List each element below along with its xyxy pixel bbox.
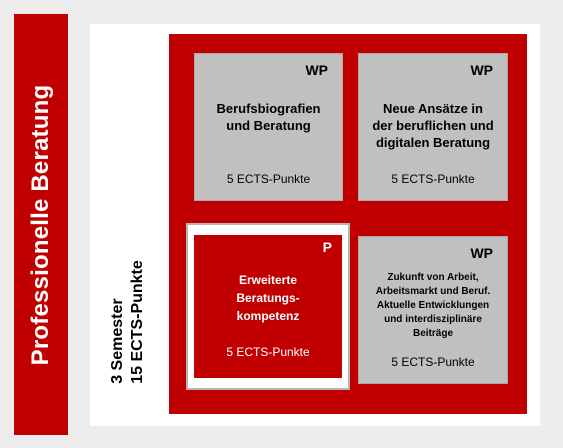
side-title: Professionelle Beratung: [27, 84, 54, 365]
module-title-line: digitalen Beratung: [375, 135, 491, 150]
side-title-bar: [14, 14, 68, 435]
module-type-tag: P: [322, 239, 332, 255]
semester-info: [108, 260, 148, 384]
semester-count: 3 Semester: [109, 298, 126, 384]
module-card-erweiterte-beratungskompetenz: [186, 223, 350, 390]
module-type-tag: WP: [305, 62, 328, 78]
module-title-line: Aktuelle Entwicklungen: [376, 300, 490, 311]
module-title-line: und interdisziplinäre: [384, 314, 482, 325]
module-title-line: Beratungs-: [236, 291, 300, 305]
module-card-inner: [194, 235, 342, 378]
module-title-line: kompetenz: [236, 309, 300, 323]
module-ects-points: 5 ECTS-Punkte: [226, 172, 311, 186]
module-title-line: der beruflichen und: [372, 118, 494, 133]
semester-ects: 15 ECTS-Punkte: [129, 260, 146, 384]
module-title-line: und Beratung: [226, 118, 311, 133]
module-title: [359, 271, 507, 341]
module-title: [359, 100, 507, 151]
module-ects-points: 5 ECTS-Punkte: [391, 355, 475, 369]
module-card-berufsbiografien: [194, 53, 343, 201]
module-title-line: Beiträge: [412, 328, 453, 339]
module-card-zukunft-von-arbeit: [358, 236, 508, 384]
module-title-line: Zukunft von Arbeit,: [387, 272, 479, 283]
module-type-tag: WP: [470, 245, 493, 261]
module-ects-points: 5 ECTS-Punkte: [391, 172, 475, 186]
module-title-line: Arbeitsmarkt und Beruf.: [375, 286, 491, 297]
module-title-line: Erweiterte: [238, 273, 298, 287]
module-type-tag: WP: [470, 62, 493, 78]
module-title: [194, 271, 342, 325]
module-title-line: Neue Ansätze in: [383, 101, 483, 116]
module-ects-points: 5 ECTS-Punkte: [226, 345, 310, 359]
module-card-neue-ansaetze: [358, 53, 508, 201]
module-title: [195, 100, 342, 134]
module-title-line: Berufsbiografien: [216, 101, 321, 116]
